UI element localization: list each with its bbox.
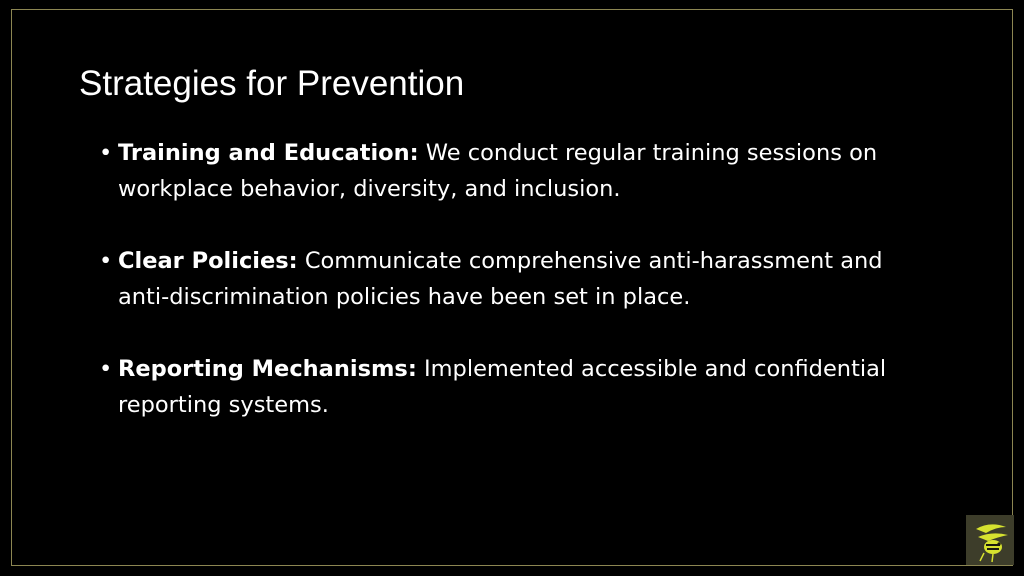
bullet-item-reporting xyxy=(99,351,909,423)
bullet-term: Training and Education: xyxy=(118,140,419,166)
bullet-text: We conduct regular training sessions on workplace behavior, diversity, and inclusion. xyxy=(118,140,878,202)
bullet-item-training xyxy=(99,135,909,207)
bullet-dot-icon: • xyxy=(99,140,113,166)
bullet-dot-icon: • xyxy=(99,248,113,274)
bullet-term: Clear Policies: xyxy=(118,248,298,274)
bullet-term: Reporting Mechanisms: xyxy=(118,356,417,382)
bullet-text: Communicate comprehensive anti-harassment and anti-discrimination policies have been set in place. xyxy=(118,248,883,310)
bullet-text: Implemented accessible and confidential reporting systems. xyxy=(118,356,887,418)
bullet-list xyxy=(99,135,909,459)
slide-title: Strategies for Prevention xyxy=(79,64,465,103)
bullet-item-policies xyxy=(99,243,909,315)
bullet-dot-icon: • xyxy=(99,356,113,382)
hornet-logo-icon xyxy=(966,515,1014,565)
